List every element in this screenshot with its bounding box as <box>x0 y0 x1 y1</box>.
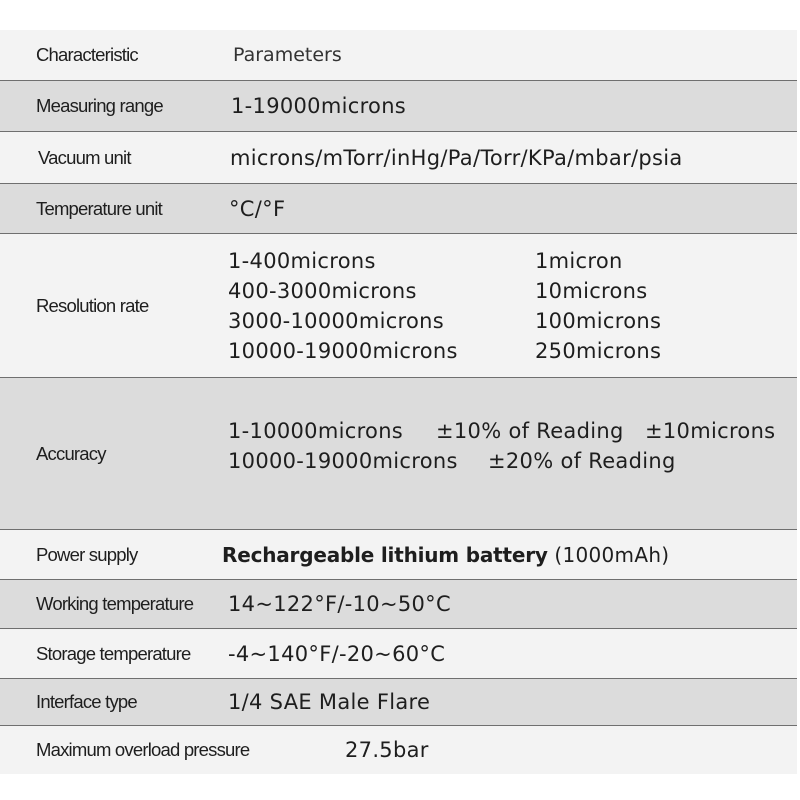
resolution-range: 400-3000microns <box>228 278 417 303</box>
resolution-line <box>228 306 797 336</box>
max-overload-label: Maximum overload pressure <box>36 739 250 760</box>
resolution-range: 1-400microns <box>228 248 376 273</box>
working-temperature-label: Working temperature <box>36 593 194 614</box>
resolution-step: 1micron <box>535 248 623 273</box>
header-value: Parameters <box>233 44 342 66</box>
row-resolution-rate <box>0 234 797 378</box>
temperature-unit-value: °C/°F <box>229 196 286 221</box>
row-working-temperature <box>0 580 797 629</box>
accuracy-line <box>228 416 797 446</box>
max-overload-value: 27.5bar <box>345 738 429 762</box>
resolution-rate-label: Resolution rate <box>36 294 149 316</box>
row-max-overload <box>0 726 797 774</box>
storage-temperature-value: -4~140°F/-20~60°C <box>228 641 446 666</box>
header-row <box>0 30 797 81</box>
interface-type-value: 1/4 SAE Male Flare <box>228 690 431 714</box>
row-power-supply <box>0 530 797 580</box>
power-supply-battery: Rechargeable lithium battery <box>222 542 548 567</box>
working-temperature-value: 14~122°F/-10~50°C <box>228 592 451 616</box>
resolution-step: 250microns <box>535 338 662 363</box>
resolution-step: 100microns <box>535 308 662 333</box>
resolution-step: 10microns <box>535 278 648 303</box>
accuracy-extra: ±10microns <box>645 418 776 443</box>
row-temperature-unit <box>0 184 797 234</box>
resolution-values <box>228 234 797 377</box>
vacuum-unit-label: Vacuum unit <box>38 146 131 168</box>
power-supply-capacity: (1000mAh) <box>547 542 670 567</box>
row-storage-temperature <box>0 629 797 679</box>
power-supply-value <box>222 530 669 579</box>
spec-table <box>0 30 797 774</box>
accuracy-reading: ±10% of Reading <box>436 418 624 443</box>
accuracy-range: 10000-19000microns <box>228 448 458 473</box>
interface-type-label: Interface type <box>36 691 137 712</box>
temperature-unit-label: Temperature unit <box>36 197 163 219</box>
accuracy-line <box>228 446 797 476</box>
row-accuracy <box>0 378 797 530</box>
row-interface-type <box>0 679 797 726</box>
header-label: Characteristic <box>36 44 138 65</box>
accuracy-label: Accuracy <box>36 442 106 464</box>
resolution-line <box>228 276 797 306</box>
accuracy-range: 1-10000microns <box>228 418 404 443</box>
measuring-range-value: 1-19000microns <box>231 94 407 118</box>
vacuum-unit-value: microns/mTorr/inHg/Pa/Torr/KPa/mbar/psia <box>230 145 683 170</box>
accuracy-values <box>228 378 797 529</box>
measuring-range-label: Measuring range <box>36 95 163 116</box>
resolution-range: 3000-10000microns <box>228 308 445 333</box>
resolution-line <box>228 246 797 276</box>
accuracy-reading: ±20% of Reading <box>488 448 676 473</box>
storage-temperature-label: Storage temperature <box>36 642 191 664</box>
resolution-range: 10000-19000microns <box>228 338 458 363</box>
row-vacuum-unit <box>0 132 797 184</box>
resolution-line <box>228 336 797 366</box>
power-supply-label: Power supply <box>36 543 138 565</box>
row-measuring-range <box>0 81 797 132</box>
